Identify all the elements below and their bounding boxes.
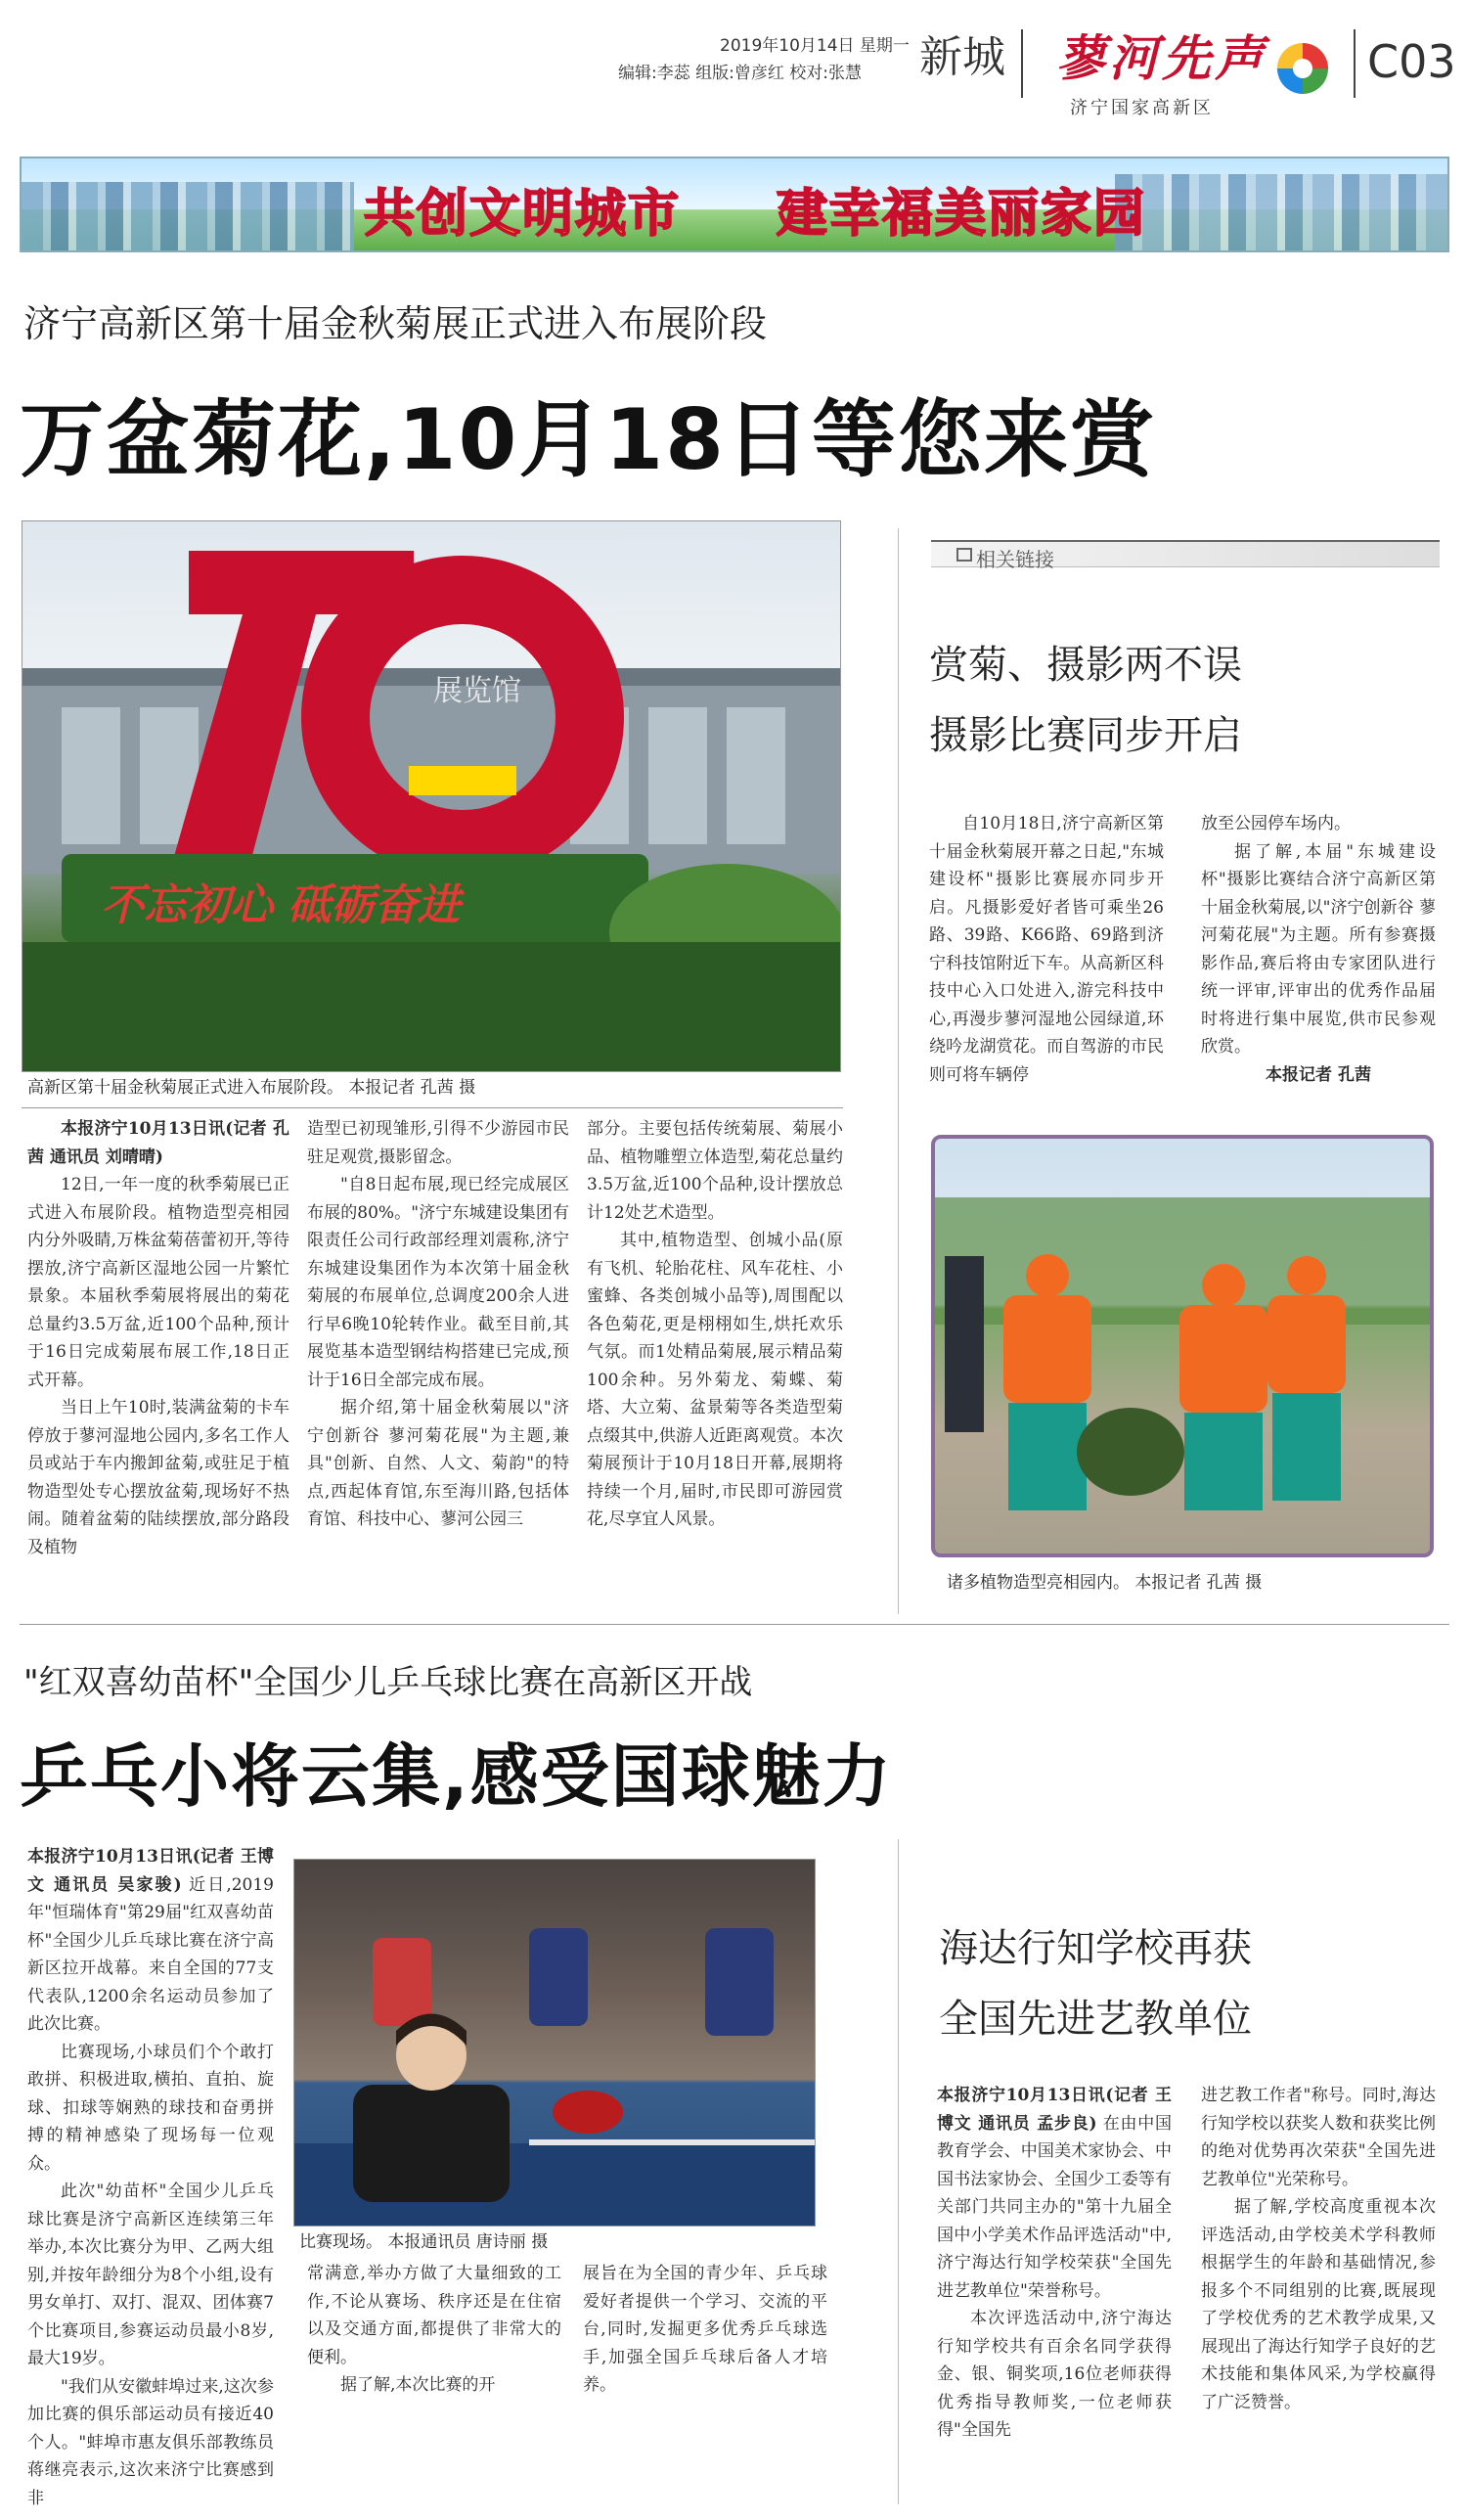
related-headline-1: 赏菊、摄影两不误	[929, 643, 1242, 688]
photo-illustration	[22, 521, 841, 1072]
related-link-label: 相关链接	[976, 548, 1054, 571]
article1-lead: 本报济宁10月13日讯(记者 孔茜 通讯员 刘晴晴)	[27, 1119, 289, 1167]
pingpong-photo-caption: 比赛现场。 本报通讯员 唐诗丽 摄	[299, 2232, 549, 2252]
article3-col2-p1: 进艺教工作者"称号。同时,海达行知学校以获奖人数和获奖比例的绝对优势再次荣获"全国先进艺教单位"光荣称号。	[1201, 2086, 1436, 2189]
civic-banner	[20, 157, 1449, 252]
masthead-divider	[1021, 29, 1023, 98]
related-col2-p1: 放至公园停车场内。	[1201, 814, 1351, 833]
section-name: 新城	[919, 32, 1005, 82]
article2-col3	[583, 2260, 827, 2400]
related-col2-p2: 据了解,本届"东城建设杯"摄影比赛结合济宁高新区第十届金秋菊展,以"济宁创新谷 蓼河菊花展"为主题。所有参赛摄影作品,赛后将由专家团队进行统一评审,评审出的优秀作品届时将进行集中展览,供市民参观欣赏。	[1201, 841, 1436, 1057]
related-byline: 本报记者 孔茜	[1266, 1064, 1371, 1085]
related-headline-2: 摄影比赛同步开启	[929, 713, 1242, 758]
article3-divider	[898, 1839, 899, 2504]
photo-building-sign: 展览馆	[433, 674, 521, 708]
article3-col1-p2: 本次评选活动中,济宁海达行知学校共有百余名同学获得金、银、铜奖项,16位老师获得优秀指导教师奖,一位老师获得"全国先	[937, 2309, 1172, 2440]
article1-headline: 万盆菊花,10月18日等您来赏	[20, 391, 1157, 489]
article2-col1-p3: 此次"幼苗杯"全国少儿乒乓球比赛是济宁高新区连续第三年举办,本次比赛分为甲、乙两大组别,并按年龄细分为8个小组,设有男女单打、双打、混双、团体赛7个比赛项目,参赛运动员最小8岁,最大19岁。	[27, 2182, 274, 2368]
related-col1	[929, 810, 1164, 1089]
banner-skyline-right	[1115, 174, 1447, 250]
article2-col1-p4: "我们从安徽蚌埠过来,这次参加比赛的俱乐部运动员有接近40个人。"蚌埠市惠友俱乐部教练员蒋继亮表示,这次来济宁比赛感到非	[27, 2376, 274, 2508]
page-divider	[1354, 29, 1356, 98]
article2-col3-p1: 展旨在为全国的青少年、乒乓球爱好者提供一个学习、交流的平台,同时,发掘更多优秀乒乓球选手,加强全国乒乓球后备人才培养。	[583, 2264, 827, 2395]
section-divider	[20, 1624, 1449, 1625]
article2-col2-p2: 据了解,本次比赛的开	[340, 2375, 496, 2395]
article3-col2-p2: 据了解,学校高度重视本次评选活动,由学校美术学科教师根据学生的年龄和基础情况,参报多个不同组别的比赛,既展现了学校优秀的艺术教学成果,又展现出了海达行知学子良好的艺术技能和集体风采,为学校赢得了广泛赞誉。	[1201, 2197, 1436, 2412]
masthead	[0, 0, 1467, 147]
pingpong-illustration	[294, 1860, 816, 2227]
article1-kicker: 济宁高新区第十届金秋菊展正式进入布展阶段	[23, 302, 768, 345]
paper-sub: 济宁国家高新区	[1070, 98, 1214, 118]
banner-slogan-right: 建幸福美丽家园	[777, 185, 1147, 244]
article1-col2-p2: "自8日起布展,现已经完成展区布展的80%。"济宁东城建设集团有限责任公司行政部经理刘震称,济宁东城建设集团作为本次第十届金秋菊展的布展单位,总调度200余人进行早6晚10轮转作业。截至目前,其展览基本造型钢结构搭建已完成,预计于16日全部完成布展。	[307, 1175, 569, 1390]
chrysanthemum-70-photo	[22, 520, 841, 1072]
article1-col2-p1: 造型已初现雏形,引得不少游园市民驻足观赏,摄影留念。	[307, 1119, 569, 1167]
caption-rule	[22, 1107, 843, 1108]
editor-line: 编辑:李蕊 组版:曾彦红 校对:张慧	[618, 64, 862, 83]
article1-col3	[587, 1115, 843, 1534]
article1-col1-p2: 当日上午10时,装满盆菊的卡车停放于蓼河湿地公园内,多名工作人员或站于车内搬卸盆菊,或驻足于植物造型处专心摆放盆菊,现场好不热闹。随着盆菊的陆续摆放,部分路段及植物	[27, 1398, 289, 1557]
article2-col1-p2: 比赛现场,小球员们个个敢打敢拼、积极进取,横拍、直拍、旋球、扣球等娴熟的球技和奋勇拼搏的精神感染了现场每一位观众。	[27, 2042, 274, 2174]
article1-col3-p1: 部分。主要包括传统菊展、菊展小品、植物雕塑立体造型,菊花总量约3.5万盆,近100个品种,设计摆放总计12处艺术造型。	[587, 1119, 843, 1223]
date-line: 2019年10月14日 星期一	[720, 36, 910, 56]
article2-col2	[307, 2260, 561, 2400]
article1-col1	[27, 1115, 289, 1561]
article2-col1	[27, 1843, 274, 2512]
article1-col3-p2: 其中,植物造型、创城小品(原有飞机、轮胎花柱、风车花柱、小蜜蜂、各类创城小品等),周围配以各色菊花,更是栩栩如生,烘托欢乐气氛。而1处精品菊展,展示精品菊100余种。另外菊龙、菊蝶、菊塔、大立菊、盆景菊等各类造型菊点缀其中,供游人近距离观赏。本次菊展预计于10月18日开幕,展期将持续一个月,届时,市民即可游园赏花,尽享宜人风景。	[587, 1231, 843, 1529]
article3-lead: 本报济宁10月13日讯(记者 王博文 通讯员 孟步良)	[937, 2086, 1172, 2134]
article1-col2-p3: 据介绍,第十届金秋菊展以"济宁创新谷 蓼河菊花展"为主题,兼具"创新、自然、人文、菊韵"的特点,西起体育馆,东至海川路,包括体育馆、科技中心、蓼河公园三	[307, 1398, 569, 1529]
article1-col1-p1: 12日,一年一度的秋季菊展已正式进入布展阶段。植物造型亮相园内分外吸睛,万株盆菊蓓蕾初开,等待摆放,济宁高新区湿地公园一片繁忙景象。本届秋季菊展将展出的菊花总量约3.5万盆,近100个品种,预计于16日完成菊展布展工作,18日正式开幕。	[27, 1175, 289, 1390]
article2-kicker: "红双喜幼苗杯"全国少儿乒乓球比赛在高新区开战	[23, 1663, 753, 1702]
article1-col2	[307, 1115, 569, 1534]
article3-headline-2: 全国先进艺教单位	[939, 1997, 1252, 2042]
article2-col2-p1: 常满意,举办方做了大量细致的工作,不论从赛场、秩序还是在住宿以及交通方面,都提供了非常大的便利。	[307, 2264, 561, 2367]
related-link-icon	[956, 548, 972, 562]
article1-photo-caption: 高新区第十届金秋菊展正式进入布展阶段。 本报记者 孔茜 摄	[27, 1078, 476, 1098]
article2-lead: 本报济宁10月13日讯(记者 王博文 通讯员 吴家骏)	[27, 1847, 274, 1895]
banner-skyline-left	[22, 182, 354, 250]
related-col2	[1201, 810, 1436, 1089]
related-col1-p1: 自10月18日,济宁高新区第十届金秋菊展开幕之日起,"东城建设杯"摄影比赛展亦同步开启。凡摄影爱好者皆可乘坐26路、39路、K66路、69路到济宁科技馆附近下车。从高新区科技中心入口处进入,游完科技中心,再漫步蓼河湿地公园绿道,环绕吟龙湖赏花。而自驾游的市民则可将车辆停	[929, 814, 1164, 1085]
workers-photo	[931, 1135, 1434, 1557]
pingpong-photo	[293, 1859, 816, 2227]
banner-slogan-left: 共创文明城市	[364, 185, 682, 244]
page-number: C03	[1367, 35, 1456, 88]
photo-flower-slogan: 不忘初心 砥砺奋进	[101, 880, 461, 930]
paper-logo-icon	[1273, 39, 1332, 98]
workers-photo-caption: 诸多植物造型亮相园内。 本报记者 孔茜 摄	[947, 1573, 1263, 1593]
related-link-bar	[931, 540, 1440, 571]
article3-col1-p1: 在由中国教育学会、中国美术家协会、中国书法家协会、全国少工委等有关部门共同主办的"第十九届全国中小学美术作品评选活动"中,济宁海达行知学校荣获"全国先进艺教单位"荣誉称号。	[937, 2113, 1172, 2301]
paper-name: 蓼河先声	[1056, 29, 1267, 87]
column-divider	[898, 528, 899, 1614]
article3-col1	[937, 2082, 1172, 2445]
workers-illustration	[935, 1139, 1430, 1553]
article2-headline: 乒乓小将云集,感受国球魅力	[20, 1736, 893, 1817]
article3-headline-1: 海达行知学校再获	[939, 1926, 1252, 1971]
article3-col2	[1201, 2082, 1436, 2416]
article2-col1-p1: 近日,2019年"恒瑞体育"第29届"红双喜幼苗杯"全国少儿乒乓球比赛在济宁高新区拉开战幕。来自全国的77支代表队,1200余名运动员参加了此次比赛。	[27, 1874, 274, 2034]
